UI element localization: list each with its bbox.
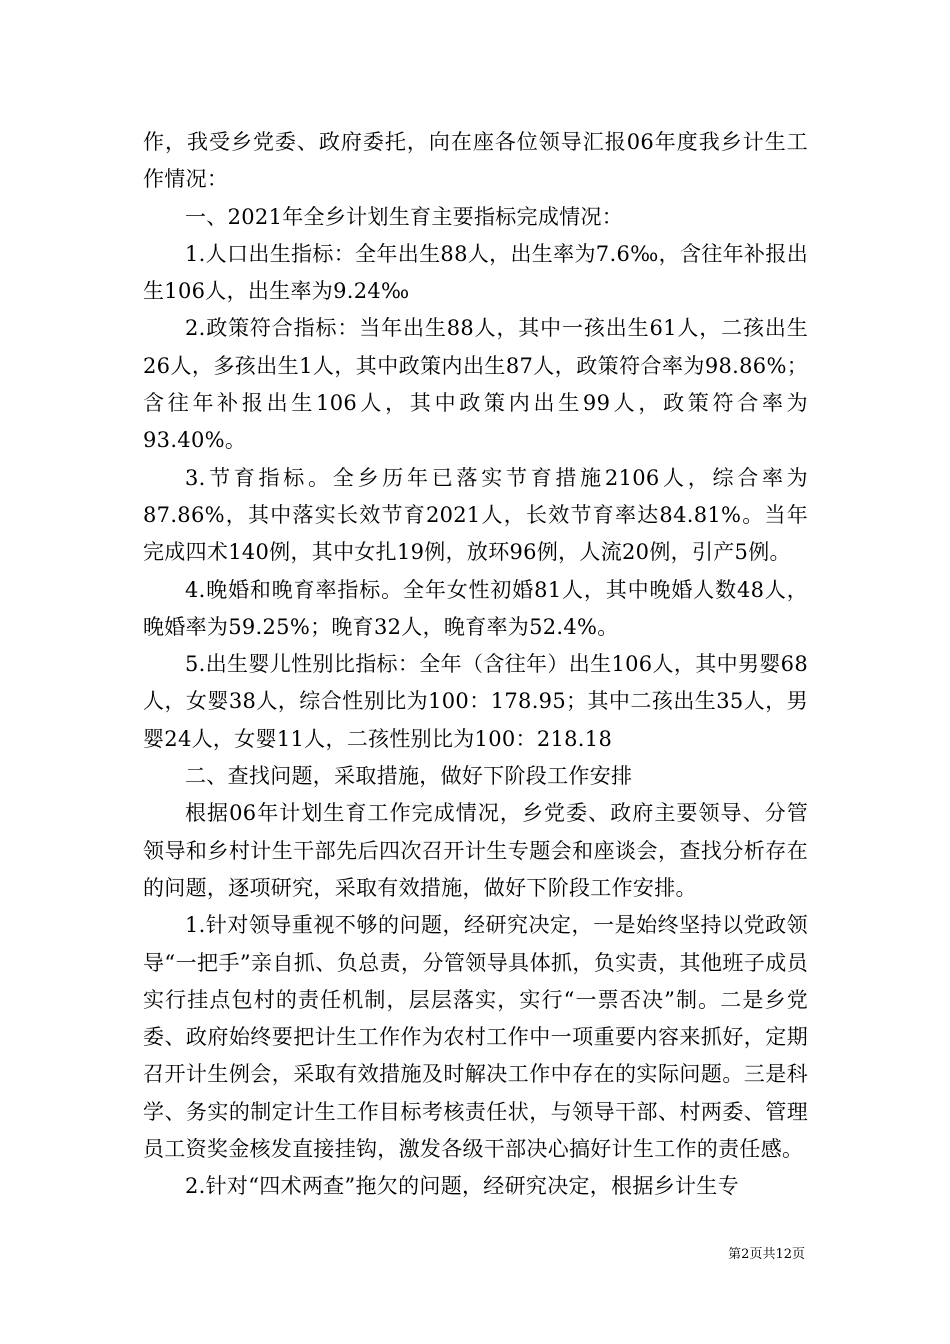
- paragraph-policy-index: 2.政策符合指标：当年出生88人，其中一孩出生61人，二孩出生26人，多孩出生1人，其中政策内出生87人，政策符合率为98.86%；含往年补报出生106人，其中政策内出生99人，政策符合率为93.40%。: [143, 316, 808, 453]
- page-number-footer: 第2页共12页: [728, 1247, 805, 1262]
- section-heading-1: 一、2021年全乡计划生育主要指标完成情况：: [185, 204, 624, 229]
- paragraph-continuation: 作，我受乡党委、政府委托，向在座各位领导汇报06年度我乡计生工作情况：: [143, 130, 808, 192]
- paragraph-leadership-measures: 1.针对领导重视不够的问题，经研究决定，一是始终坚持以党政领导“一把手”亲自抓、负总责，分管领导具体抓，负实责，其他班子成员实行挂点包村的责任机制，层层落实，实行“一票否决”制。二是乡党委、政府始终要把计生工作作为农村工作中一项重要内容来抓好，定期召开计生例会，采取有效措施及时解决工作中存在的实际问题。三是科学、务实的制定计生工作目标考核责任状，与领导干部、村两委、管理员工资奖金核发直接挂钩，激发各级干部决心搞好计生工作的责任感。: [143, 913, 808, 1162]
- paragraph-problem-analysis: 根据06年计划生育工作完成情况，乡党委、政府主要领导、分管领导和乡村计生干部先后四次召开计生专题会和座谈会，查找分析存在的问题，逐项研究，采取有效措施，做好下阶段工作安排。: [143, 801, 808, 900]
- document-body: [143, 124, 808, 1206]
- paragraph-late-marriage-index: 4.晚婚和晚育率指标。全年女性初婚81人，其中晚婚人数48人，晚婚率为59.25%；晚育32人，晚育率为52.4%。: [143, 577, 808, 639]
- paragraph-contraception-index: 3.节育指标。全乡历年已落实节育措施2106人，综合率为87.86%，其中落实长效节育2021人，长效节育率达84.81%。当年完成四术140例，其中女扎19例，放环96例，人流20例，引产5例。: [143, 465, 808, 565]
- section-heading-2: 二、查找问题，采取措施，做好下阶段工作安排: [185, 764, 633, 789]
- paragraph-four-surgeries: 2.针对“四术两查”拖欠的问题，经研究决定，根据乡计生专: [185, 1174, 739, 1199]
- paragraph-birth-index: 1.人口出生指标：全年出生88人，出生率为7.6‰，含往年补报出生106人，出生率为9.24‰: [143, 241, 808, 304]
- paragraph-sex-ratio-index: 5.出生婴儿性别比指标：全年（含往年）出生106人，其中男婴68人，女婴38人，综合性别比为100：178.95；其中二孩出生35人，男婴24人，女婴11人，二孩性别比为100：218.18: [143, 652, 808, 751]
